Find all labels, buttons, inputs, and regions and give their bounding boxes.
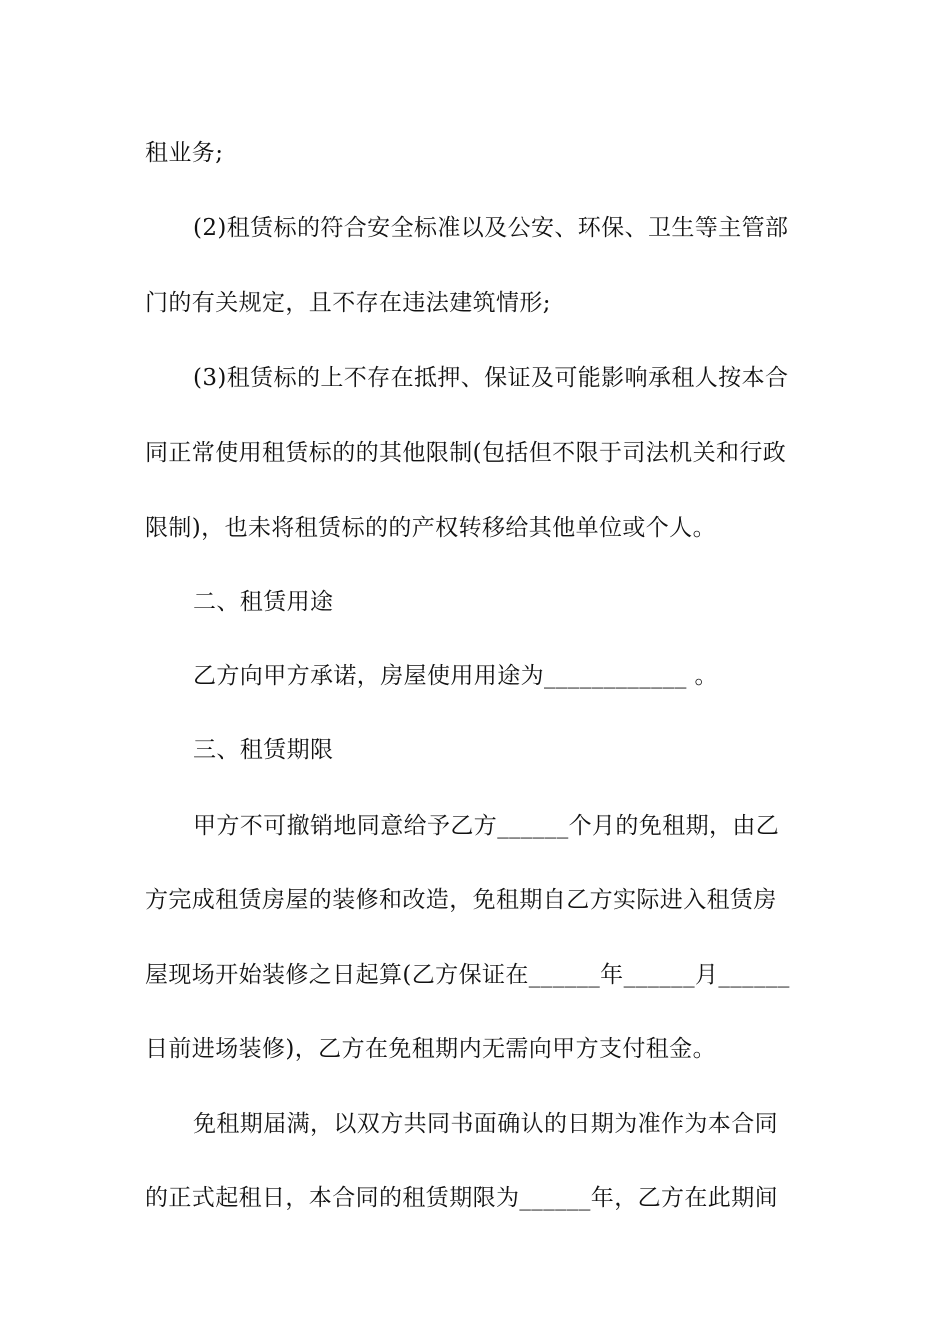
text-line: 日前进场装修)，乙方在免租期内无需向甲方支付租金。 — [145, 1036, 716, 1062]
text-line: 屋现场开始装修之日起算(乙方保证在______年______月______ — [145, 962, 790, 988]
text-line: 租业务; — [145, 140, 224, 166]
text-line: 免租期届满，以双方共同书面确认的日期为准作为本合同 — [193, 1111, 778, 1137]
text-line: 限制)，也未将租赁标的的产权转移给其他单位或个人。 — [145, 515, 716, 541]
text-line: 门的有关规定，且不存在违法建筑情形; — [145, 290, 551, 316]
text-line: (3)租赁标的上不存在抵押、保证及可能影响承租人按本合 — [193, 365, 789, 391]
text-line: 的正式起租日，本合同的租赁期限为______年，乙方在此期间 — [145, 1185, 778, 1211]
text-line: 乙方向甲方承诺，房屋使用用途为____________ 。 — [193, 663, 718, 689]
text-line: (2)租赁标的符合安全标准以及公安、环保、卫生等主管部 — [193, 215, 789, 241]
text-line: 同正常使用租赁标的的其他限制(包括但不限于司法机关和行政 — [145, 440, 787, 466]
text-line: 甲方不可撤销地同意给予乙方______个月的免租期，由乙 — [193, 813, 780, 839]
text-line: 方完成租赁房屋的装修和改造，免租期自乙方实际进入租赁房 — [145, 887, 777, 913]
section-heading: 二、租赁用途 — [193, 589, 334, 615]
section-heading: 三、租赁期限 — [193, 737, 334, 763]
